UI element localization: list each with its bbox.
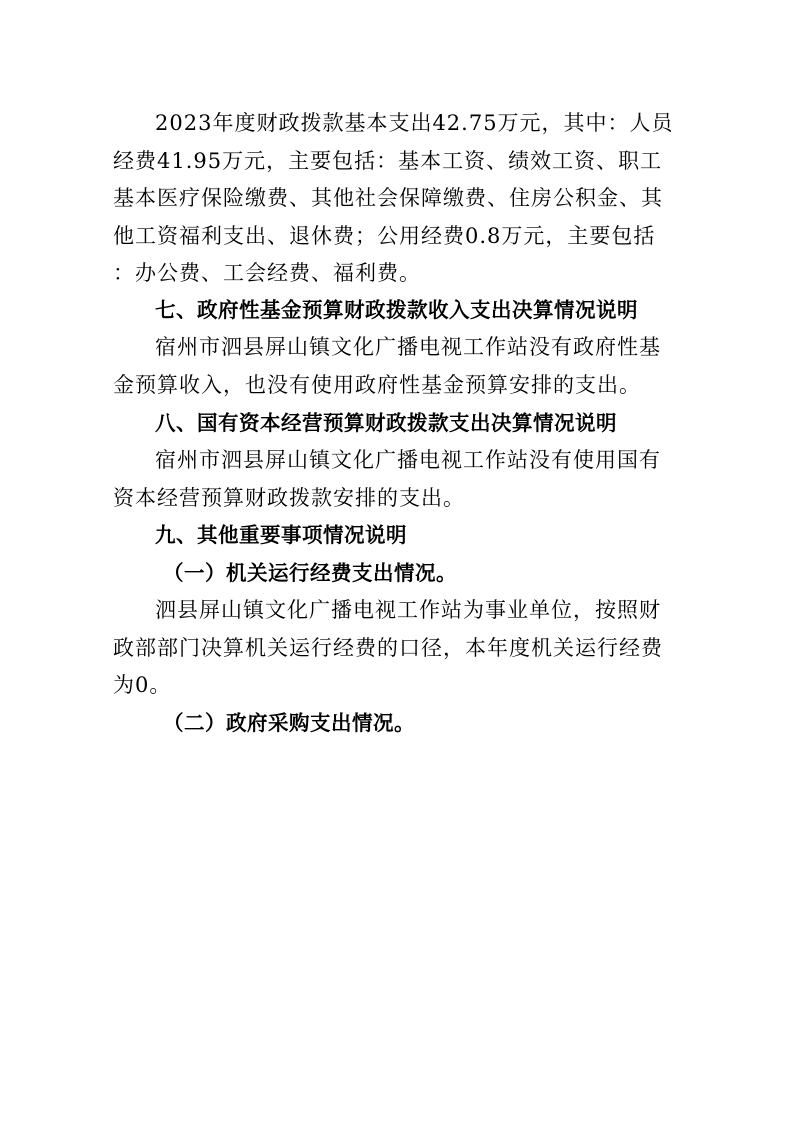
section-heading-7: 七、政府性基金预算财政拨款收入支出决算情况说明 [155, 298, 638, 322]
text-line: 为0。 [113, 673, 172, 697]
paragraph-state-capital [113, 442, 693, 517]
text-line: 他工资福利支出、退休费；公用经费0.8万元，主要包括 [113, 223, 656, 248]
section-heading-8: 八、国有资本经营预算财政拨款支出决算情况说明 [155, 411, 617, 435]
text-line: 经费41.95万元，主要包括：基本工资、绩效工资、职工 [113, 148, 663, 173]
text-line: 宿州市泗县屏山镇文化广播电视工作站没有使用国有 [155, 448, 661, 472]
text-line: ：办公费、工会经费、福利费。 [113, 261, 421, 285]
subheading-government-procurement: （二）政府采购支出情况。 [163, 711, 415, 735]
text-line: 基本医疗保险缴费、其他社会保障缴费、住房公积金、其 [113, 186, 663, 210]
section-heading-9: 九、其他重要事项情况说明 [155, 523, 407, 547]
paragraph-basic-expenditure [113, 105, 693, 293]
paragraph-government-fund [113, 329, 693, 404]
text-line: 泗县屏山镇文化广播电视工作站为事业单位，按照财 [155, 598, 661, 622]
text-line: 宿州市泗县屏山镇文化广播电视工作站没有政府性基 [155, 335, 661, 359]
text-line: 资本经营预算财政拨款安排的支出。 [113, 485, 465, 510]
text-line: 2023年度财政拨款基本支出42.75万元，其中：人员 [155, 111, 674, 135]
subheading-operating-expenses: （一）机关运行经费支出情况。 [163, 561, 457, 585]
text-line: 政部部门决算机关运行经费的口径，本年度机关运行经费 [113, 635, 663, 660]
paragraph-operating-expenses [113, 592, 693, 705]
text-line: 金预算收入，也没有使用政府性基金预算安排的支出。 [113, 372, 641, 397]
